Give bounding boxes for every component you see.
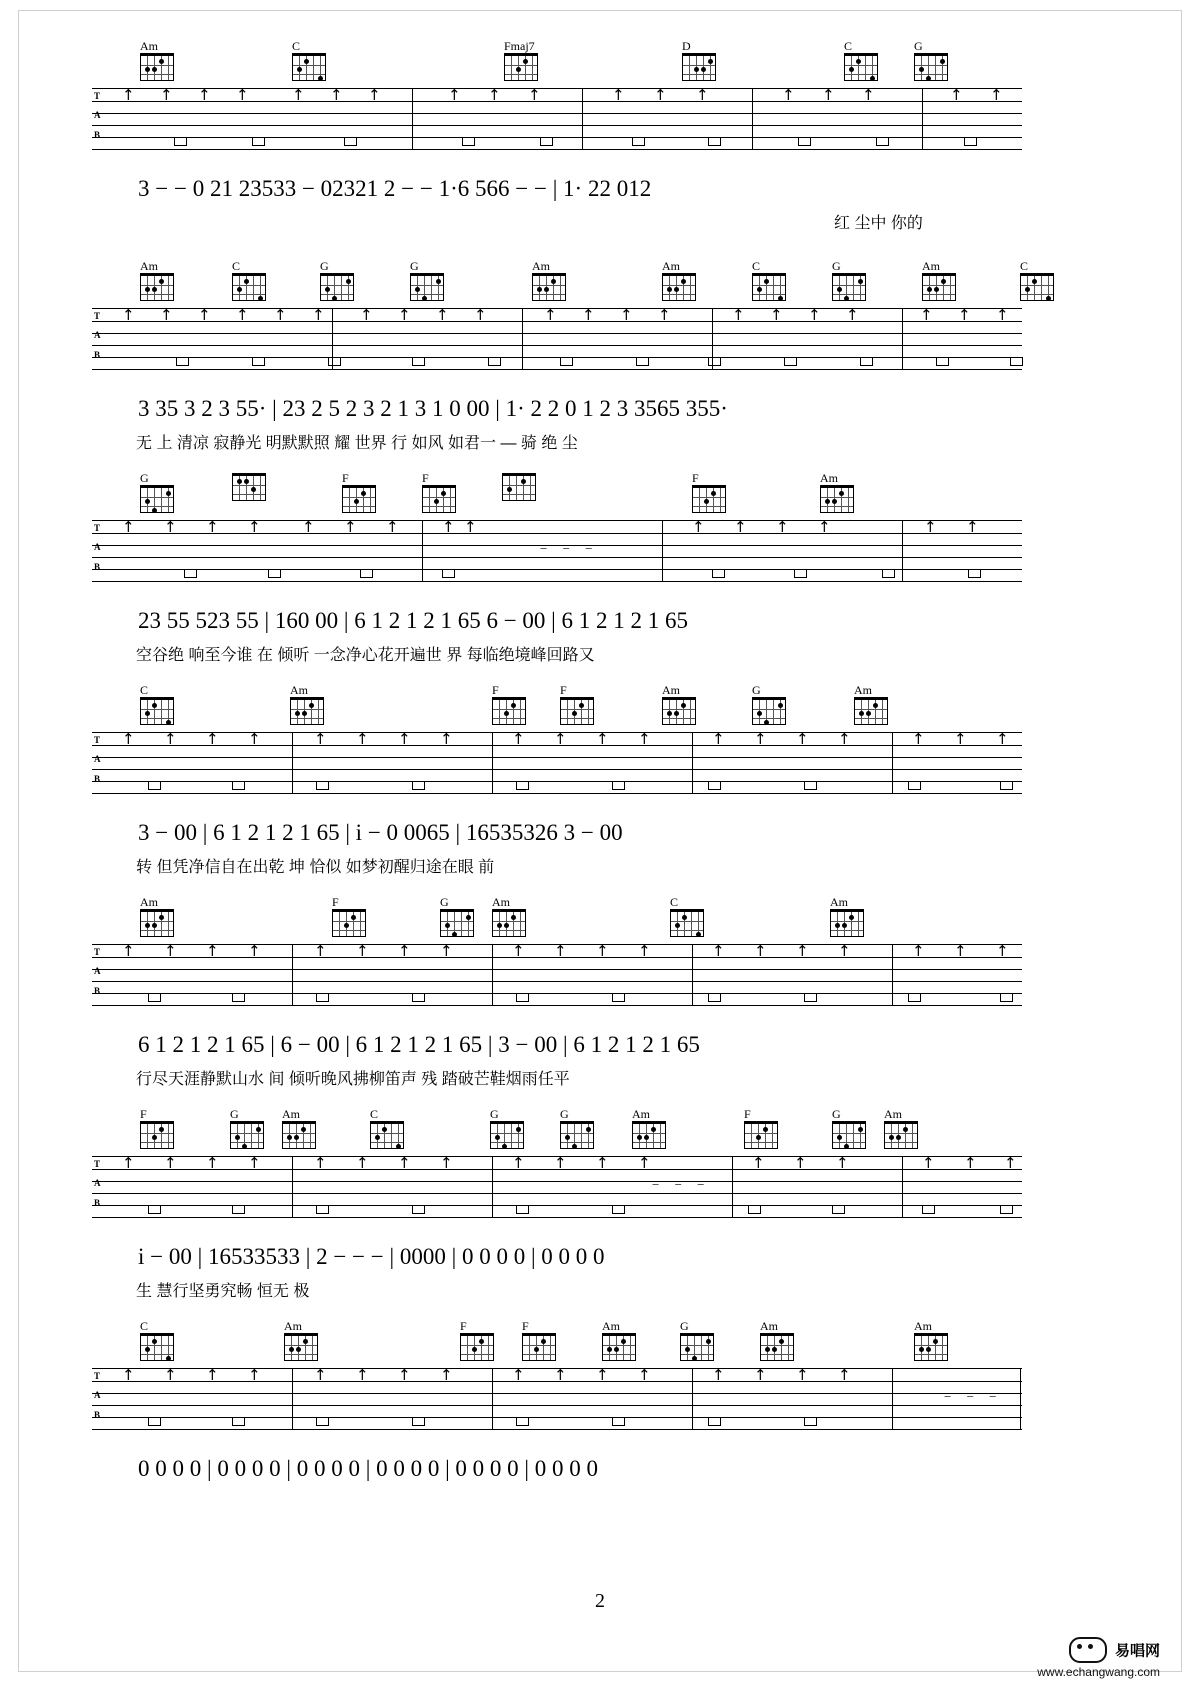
- chord-grid: [140, 1333, 174, 1361]
- chord-diagram: [140, 1320, 184, 1361]
- music-system-7: [92, 1320, 1022, 1490]
- chord-diagram: [830, 896, 874, 937]
- chord-grid: [140, 485, 174, 513]
- chord-grid: [290, 697, 324, 725]
- staff-label-b: B: [94, 986, 101, 996]
- chord-name: F: [332, 895, 339, 909]
- chord-diagram: [232, 472, 276, 501]
- staff-label-b: B: [94, 1198, 101, 1208]
- chord-diagram: [492, 684, 536, 725]
- chord-diagram: [662, 260, 706, 301]
- chord-name: C: [752, 259, 761, 273]
- chord-diagram: [230, 1108, 274, 1149]
- chord-name: Am: [532, 259, 550, 273]
- chord-grid: [560, 697, 594, 725]
- chord-name: C: [370, 1107, 379, 1121]
- chord-diagram: [422, 472, 466, 513]
- chord-grid: [914, 53, 948, 81]
- chord-diagram: [602, 1320, 646, 1361]
- chord-diagram: [492, 896, 536, 937]
- chord-diagram: [320, 260, 364, 301]
- chord-name: C: [1020, 259, 1029, 273]
- chord-diagram: [532, 260, 576, 301]
- music-system-6: [92, 1108, 1022, 1304]
- chord-grid: [490, 1121, 524, 1149]
- chord-name: C: [232, 259, 241, 273]
- chord-diagram: [342, 472, 386, 513]
- staff-label-b: B: [94, 130, 101, 140]
- chord-grid: [410, 273, 444, 301]
- chord-name: F: [422, 471, 429, 485]
- lyric-row: [92, 642, 1022, 668]
- music-system-4: [92, 684, 1022, 880]
- chord-grid: [492, 697, 526, 725]
- staff-label-a: A: [94, 110, 101, 120]
- chord-grid: [492, 909, 526, 937]
- chord-diagram: [332, 896, 376, 937]
- chord-diagram: [440, 896, 484, 937]
- chord-diagram: [662, 684, 706, 725]
- chord-grid: [1020, 273, 1054, 301]
- chord-diagram-row: [92, 1108, 1022, 1156]
- chord-grid: [460, 1333, 494, 1361]
- chord-grid: [662, 697, 696, 725]
- staff-label-t: T: [94, 1159, 101, 1169]
- chord-diagram: [752, 684, 796, 725]
- staff-label-t: T: [94, 311, 101, 321]
- chord-diagram: [284, 1320, 328, 1361]
- chord-grid: [680, 1333, 714, 1361]
- chord-name: F: [492, 683, 499, 697]
- chord-name: Am: [140, 259, 158, 273]
- watermark-url: www.echangwang.com: [1037, 1665, 1160, 1679]
- chord-name: G: [914, 39, 923, 53]
- chord-grid: [830, 909, 864, 937]
- note-row: [92, 396, 1022, 430]
- chord-grid: [602, 1333, 636, 1361]
- chord-name: G: [680, 1319, 689, 1333]
- chord-grid: [670, 909, 704, 937]
- music-system-5: [92, 896, 1022, 1092]
- staff-label-t: T: [94, 947, 101, 957]
- staff-label-a: A: [94, 966, 101, 976]
- chord-grid: [422, 485, 456, 513]
- chord-diagram: [232, 260, 276, 301]
- notation-text: 0 0 0 0 | 0 0 0 0 | 0 0 0 0 | 0 0 0 0 | 0 0 0 0 | 0 0 0 0: [138, 1456, 599, 1481]
- chord-diagram-row: [92, 684, 1022, 732]
- logo-icon: [1069, 1637, 1107, 1663]
- tab-staff: T A B ↑ ↑ ↑ ↑ ↑ ↑ ↑ ↑ ↑ ↑ ↑ ↑ ↑ ↑ ↑ ↑ ↑ ↑ ↑ ↑ ↑: [92, 308, 1022, 370]
- chord-grid: [832, 273, 866, 301]
- tab-staff: T A B ↑ ↑ ↑ ↑ ↑ ↑ ↑ ↑ ↑ ↑ ↑ ↑ ↑ ↑ ↑ ↑ − − −: [92, 1368, 1022, 1430]
- chord-grid: [522, 1333, 556, 1361]
- chord-name: C: [140, 683, 149, 697]
- chord-grid: [332, 909, 366, 937]
- note-row: [92, 608, 1022, 642]
- chord-diagram: [502, 472, 546, 501]
- chord-name: Am: [830, 895, 848, 909]
- chord-grid: [632, 1121, 666, 1149]
- chord-grid: [284, 1333, 318, 1361]
- chord-name: Am: [662, 259, 680, 273]
- chord-name: D: [682, 39, 691, 53]
- lyric-text: 红 尘中 你的: [834, 215, 923, 232]
- staff-label-t: T: [94, 735, 101, 745]
- chord-grid: [440, 909, 474, 937]
- chord-diagram: [460, 1320, 504, 1361]
- page-number: 2: [595, 1590, 605, 1612]
- note-row: [92, 176, 1022, 210]
- chord-diagram: [504, 40, 548, 81]
- chord-diagram: [282, 1108, 326, 1149]
- chord-name: Am: [854, 683, 872, 697]
- chord-name: Am: [290, 683, 308, 697]
- lyric-row: [92, 1066, 1022, 1092]
- chord-diagram: [922, 260, 966, 301]
- chord-diagram: [140, 40, 184, 81]
- staff-label-b: B: [94, 774, 101, 784]
- chord-name: Am: [914, 1319, 932, 1333]
- chord-diagram: [744, 1108, 788, 1149]
- chord-grid: [752, 273, 786, 301]
- chord-grid: [884, 1121, 918, 1149]
- chord-name: Fmaj7: [504, 39, 535, 53]
- notation-text: 23 55 523 55 | 160 00 | 6 1 2 1 2 1 65 6 − 00 | 6 1 2 1 2 1 65: [138, 608, 689, 633]
- chord-diagram: [1020, 260, 1064, 301]
- chord-grid: [760, 1333, 794, 1361]
- chord-name: Am: [760, 1319, 778, 1333]
- chord-diagram: [140, 472, 184, 513]
- chord-name: Am: [884, 1107, 902, 1121]
- chord-name: Am: [492, 895, 510, 909]
- staff-label-t: T: [94, 523, 101, 533]
- chord-grid: [342, 485, 376, 513]
- chord-name: C: [140, 1319, 149, 1333]
- music-system-1: [92, 40, 1022, 236]
- chord-diagram: [844, 40, 888, 81]
- chord-name: G: [440, 895, 449, 909]
- chord-diagram-row: [92, 259, 1029, 308]
- chord-diagram: [292, 40, 336, 81]
- chord-diagram: [914, 1320, 958, 1361]
- chord-name: Am: [282, 1107, 300, 1121]
- chord-grid: [282, 1121, 316, 1149]
- chord-diagram: [832, 260, 876, 301]
- chord-diagram: [560, 684, 604, 725]
- note-row: [92, 1456, 1022, 1490]
- lyric-text: 转 但凭净信自在出乾 坤 恰似 如梦初醒归途在眼 前: [136, 859, 495, 876]
- chord-diagram: [560, 1108, 604, 1149]
- chord-name: C: [670, 895, 679, 909]
- chord-name: F: [692, 471, 699, 485]
- lyric-text: 空谷绝 响至今谁 在 倾听 一念净心花开遍世 界 每临绝境峰回路又: [136, 647, 595, 664]
- chord-diagram: [760, 1320, 804, 1361]
- watermark-name: 易唱网: [1114, 1642, 1160, 1660]
- chord-grid: [752, 697, 786, 725]
- site-watermark[interactable]: [1037, 1637, 1160, 1679]
- chord-grid: [140, 697, 174, 725]
- chord-name: G: [490, 1107, 499, 1121]
- chord-grid: [370, 1121, 404, 1149]
- chord-grid: [532, 273, 566, 301]
- chord-name: G: [230, 1107, 239, 1121]
- chord-grid: [854, 697, 888, 725]
- chord-diagram-row: [92, 472, 1022, 520]
- chord-diagram: [140, 684, 184, 725]
- tab-staff: T A B ↑ ↑ ↑ ↑ ↑ ↑ ↑ ↑ ↑ ↑ ↑ ↑ ↑ ↑ ↑ ↑ ↑ ↑ − − −: [92, 1156, 1022, 1218]
- lyric-row: [92, 1278, 1022, 1304]
- notation-text: 6 1 2 1 2 1 65 | 6 − 00 | 6 1 2 1 2 1 65 | 3 − 00 | 6 1 2 1 2 1 65: [138, 1032, 700, 1057]
- chord-grid: [232, 273, 266, 301]
- notation-text: 3 35 3 2 3 55· | 23 2 5 2 3 2 1 3 1 0 00 | 1· 2 2 0 1 2 3 3565 355·: [138, 396, 728, 421]
- chord-diagram: [140, 896, 184, 937]
- music-system-2: [92, 259, 1029, 456]
- chord-name: Am: [140, 895, 158, 909]
- chord-diagram: [140, 1108, 184, 1149]
- chord-grid: [232, 473, 266, 501]
- staff-label-t: T: [94, 1371, 101, 1381]
- chord-diagram: [680, 1320, 724, 1361]
- tab-staff: T A B ↑ ↑ ↑ ↑ ↑ ↑ ↑ ↑ ↑ ↑ ↑ ↑ ↑ ↑ ↑ ↑ ↑ ↑ ↑: [92, 732, 1022, 794]
- chord-grid: [820, 485, 854, 513]
- chord-name: F: [744, 1107, 751, 1121]
- staff-label-b: B: [94, 562, 101, 572]
- chord-grid: [292, 53, 326, 81]
- chord-name: G: [560, 1107, 569, 1121]
- chord-grid: [140, 1121, 174, 1149]
- chord-name: F: [342, 471, 349, 485]
- staff-label-a: A: [94, 754, 101, 764]
- chord-name: Am: [820, 471, 838, 485]
- chord-diagram-row: [92, 896, 1022, 944]
- chord-name: G: [140, 471, 149, 485]
- staff-label-b: B: [94, 1410, 101, 1420]
- tab-staff: T A B ↑ ↑ ↑ ↑ ↑ ↑ ↑ ↑ ↑ ↑ ↑ ↑ ↑ ↑ ↑ ↑ ↑ ↑ ↑: [92, 944, 1022, 1006]
- staff-label-a: A: [94, 1390, 101, 1400]
- chord-grid: [320, 273, 354, 301]
- music-system-3: [92, 472, 1022, 668]
- chord-diagram: [522, 1320, 566, 1361]
- chord-grid: [140, 273, 174, 301]
- chord-name: G: [410, 259, 419, 273]
- chord-name: Am: [922, 259, 940, 273]
- chord-name: F: [140, 1107, 147, 1121]
- chord-grid: [692, 485, 726, 513]
- notation-text: 3 − − 0 21 23533 − 02321 2 − − 1·6 566 − − | 1· 22 012: [138, 176, 652, 201]
- lyric-row: [92, 430, 1022, 456]
- chord-diagram-row: [92, 40, 1022, 88]
- chord-grid: [504, 53, 538, 81]
- chord-grid: [914, 1333, 948, 1361]
- lyric-text: 无 上 清凉 寂静光 明默默照 耀 世界 行 如风 如君一 — 骑 绝 尘: [136, 435, 578, 452]
- lyric-text: 生 慧行坚勇究畅 恒无 极: [136, 1283, 310, 1300]
- chord-diagram: [832, 1108, 876, 1149]
- chord-name: F: [560, 683, 567, 697]
- chord-grid: [844, 53, 878, 81]
- chord-grid: [922, 273, 956, 301]
- staff-label-a: A: [94, 542, 101, 552]
- chord-diagram-row: [92, 1320, 1022, 1368]
- chord-diagram: [854, 684, 898, 725]
- lyric-text: 行尽天涯静默山水 间 倾听晚风拂柳笛声 残 踏破芒鞋烟雨任平: [136, 1071, 570, 1088]
- chord-diagram: [632, 1108, 676, 1149]
- chord-name: Am: [140, 39, 158, 53]
- staff-label-b: B: [94, 350, 101, 360]
- lyric-row: [92, 210, 1022, 236]
- chord-diagram: [410, 260, 454, 301]
- chord-diagram: [490, 1108, 534, 1149]
- chord-name: G: [320, 259, 329, 273]
- staff-label-t: T: [94, 91, 101, 101]
- chord-name: G: [752, 683, 761, 697]
- chord-grid: [832, 1121, 866, 1149]
- chord-grid: [744, 1121, 778, 1149]
- chord-diagram: [682, 40, 726, 81]
- note-row: [92, 820, 1022, 854]
- chord-diagram: [692, 472, 736, 513]
- chord-grid: [682, 53, 716, 81]
- chord-name: F: [460, 1319, 467, 1333]
- chord-diagram: [670, 896, 714, 937]
- chord-name: F: [522, 1319, 529, 1333]
- note-row: [92, 1032, 1022, 1066]
- staff-label-a: A: [94, 330, 101, 340]
- notation-text: 3 − 00 | 6 1 2 1 2 1 65 | i − 0 0065 | 16535326 3 − 00: [138, 820, 623, 845]
- chord-diagram: [914, 40, 958, 81]
- lyric-row: [92, 854, 1022, 880]
- chord-name: Am: [662, 683, 680, 697]
- chord-name: Am: [602, 1319, 620, 1333]
- chord-grid: [230, 1121, 264, 1149]
- chord-diagram: [820, 472, 864, 513]
- chord-grid: [140, 909, 174, 937]
- chord-name: G: [832, 259, 841, 273]
- chord-name: G: [832, 1107, 841, 1121]
- staff-label-a: A: [94, 1178, 101, 1188]
- chord-name: C: [292, 39, 301, 53]
- tab-staff: T A B ↑ ↑ ↑ ↑ ↑ ↑ ↑ ↑ ↑ ↑ ↑ ↑ ↑ ↑ ↑ − − −: [92, 520, 1022, 582]
- tab-staff: T A B ↑ ↑ ↑ ↑ ↑ ↑ ↑ ↑ ↑ ↑ ↑ ↑ ↑ ↑ ↑ ↑ ↑ ↑: [92, 88, 1022, 150]
- chord-grid: [140, 53, 174, 81]
- chord-diagram: [370, 1108, 414, 1149]
- chord-grid: [502, 473, 536, 501]
- chord-diagram: [752, 260, 796, 301]
- note-row: [92, 1244, 1022, 1278]
- chord-diagram: [884, 1108, 928, 1149]
- notation-text: i − 00 | 16533533 | 2 − − − | 0000 | 0 0 0 0 | 0 0 0 0: [138, 1244, 605, 1269]
- chord-name: Am: [284, 1319, 302, 1333]
- chord-name: C: [844, 39, 853, 53]
- chord-name: Am: [632, 1107, 650, 1121]
- chord-grid: [560, 1121, 594, 1149]
- chord-diagram: [140, 260, 184, 301]
- chord-grid: [662, 273, 696, 301]
- chord-diagram: [290, 684, 334, 725]
